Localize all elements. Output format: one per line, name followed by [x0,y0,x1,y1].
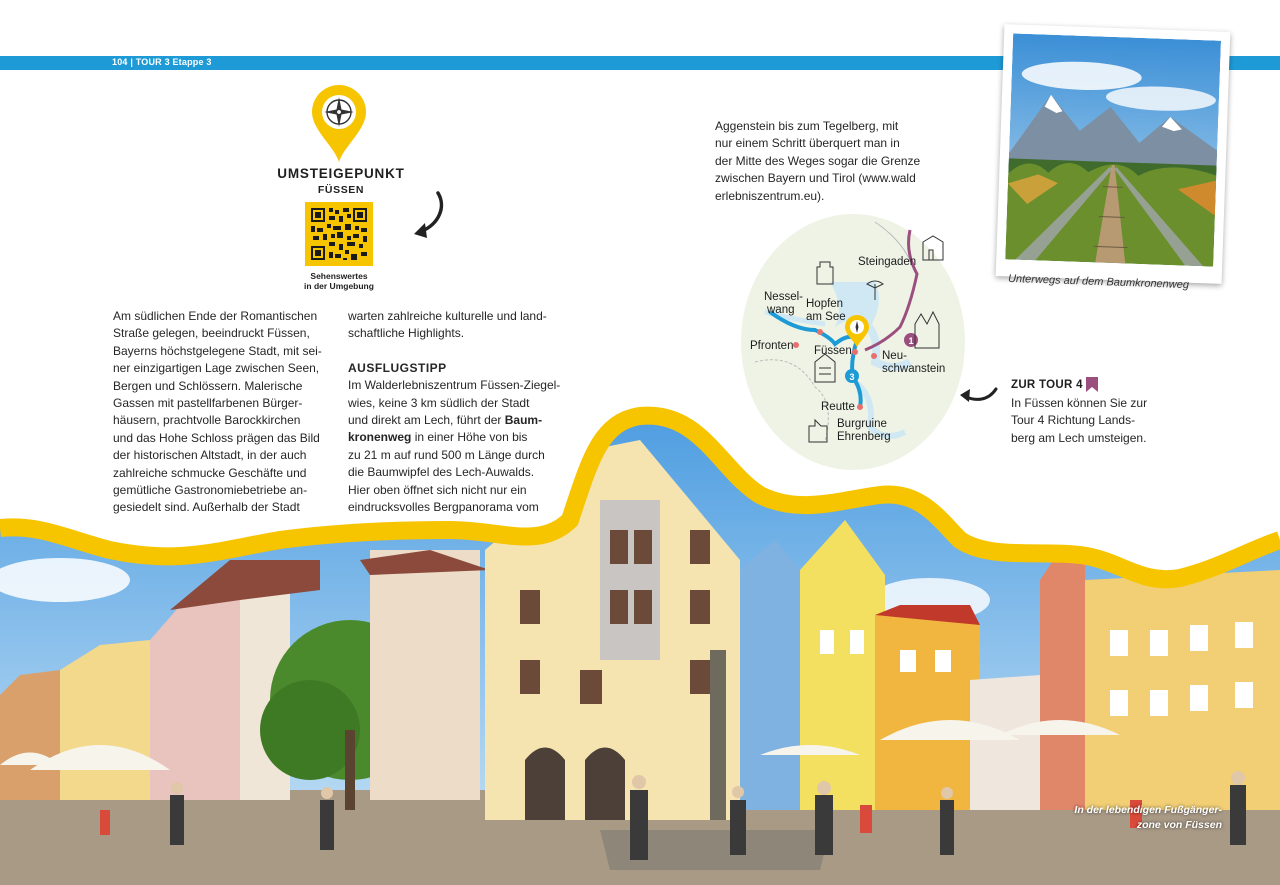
text-line: zu 21 m auf rund 500 m Länge durch [348,447,545,462]
map-label-line: schwanstein [882,363,946,375]
qr-code-icon [309,206,369,262]
text-line: berg am Lech umsteigen. [1011,430,1147,445]
text-line: Tour 4 Richtung Lands- [1011,413,1136,428]
text-line: häusern, prachtvolle Barockkirchen [113,413,301,428]
map-label-line: Burgruine [837,418,887,430]
text-line: warten zahlreiche kulturelle und land- [348,309,547,323]
page-label: 104 | TOUR 3 Etappe 3 [112,57,212,67]
text-line: Im Walderlebniszentrum Füssen-Ziegel- [348,378,561,393]
map-label-line: am See [806,311,846,323]
highlight-term: kronenweg [348,430,412,445]
highlight-term: Baum- [504,413,543,428]
text-segment: in einer Höhe von bis [411,430,528,445]
treetop-walk-image [1005,33,1221,266]
text-line: erlebniszentrum.eu). [715,188,825,203]
caption-line: In der lebendigen Fußgänger- [1074,804,1222,816]
text-line: der Mitte des Weges sogar die Grenze [715,153,921,168]
route-number-3: 3 [849,372,855,382]
text-line: Aggenstein bis zum Tegelberg, mit [715,119,899,133]
text-line: Am südlichen Ende der Romantischen [113,309,318,323]
qr-caption [278,271,400,291]
excursion-heading: AUSFLUGSTIPP [348,360,447,375]
text-line: zwischen Bayern und Tirol (www.wald [715,171,916,186]
text-line: die Baumwipfel des Lech-Auwalds. [348,465,535,480]
text-line: und das Hohe Schloss prägen das Bild [113,430,320,445]
text-line: gesiedelt sind. Außerhalb der Stadt [113,500,300,515]
map-label-fuessen: Füssen [814,345,852,357]
map-label-line: Hopfen [806,298,844,310]
text-line: der historischen Altstadt, in der auch [113,448,307,463]
treetop-walk-photo [996,24,1231,284]
map-label-pfronten: Pfronten [750,340,794,352]
text-line: zahlreiche schmucke Geschäfte und [113,465,307,480]
map-label-line: Ehrenberg [837,431,891,443]
qr-code[interactable] [305,202,373,266]
street-photo-caption [1060,803,1222,833]
transfer-point-town: FÜSSEN [317,184,365,196]
text-line: wies, keine 3 km südlich der Stadt [348,395,530,410]
text-line: In Füssen können Sie zur [1011,396,1148,410]
transfer-point-title: UMSTEIGEPUNKT [277,166,405,181]
text-segment: und direkt am Lech, führt der [348,413,505,428]
map-label-line: Nessel- [764,291,803,303]
text-line: Hier oben öffnet sich nicht nur ein [348,482,527,497]
text-line: nur einem Schritt überquert man in [715,136,900,151]
map-label-line: wang [767,304,795,316]
map-label-neuschwanstein [882,350,945,376]
photo-caption: Unterwegs auf dem Baumkronenweg [1007,272,1190,292]
curved-arrow-icon [410,190,450,242]
text-line: ner einzigartigen Lage zwischen Seen, [113,361,320,376]
map-label-line: Neu- [882,350,907,362]
text-line: schaftliche Highlights. [348,326,465,341]
route-number-1: 1 [908,336,914,346]
text-line: Bayerns höchstgelegene Stadt, mit sei- [113,343,322,358]
continued-text [715,118,930,205]
text-line: eindrucksvolles Bergpanorama vom [348,500,539,515]
text-line: Bergen und Schlössern. Malerische [113,378,303,393]
map-label-nesselwang [764,291,803,317]
tour4-heading: ZUR TOUR 4 [1011,379,1083,391]
text-line: gemütliche Gastronomiebetriebe an- [113,483,308,498]
compass-pin-icon [308,84,370,164]
text-line: Straße gelegen, beeindruckt Füssen, [113,326,310,341]
map-label-reutte: Reutte [821,401,855,413]
map-label-hopfen [806,298,846,324]
caption-line: zone von Füssen [1136,819,1222,831]
qr-caption-line: Sehenswertes [310,271,368,281]
map-label-steingaden: Steingaden [858,256,917,268]
bookmark-icon [1086,377,1098,392]
text-line: Gassen mit pastellfarbenen Bürger- [113,396,303,411]
qr-caption-line: in der Umgebung [304,281,374,291]
